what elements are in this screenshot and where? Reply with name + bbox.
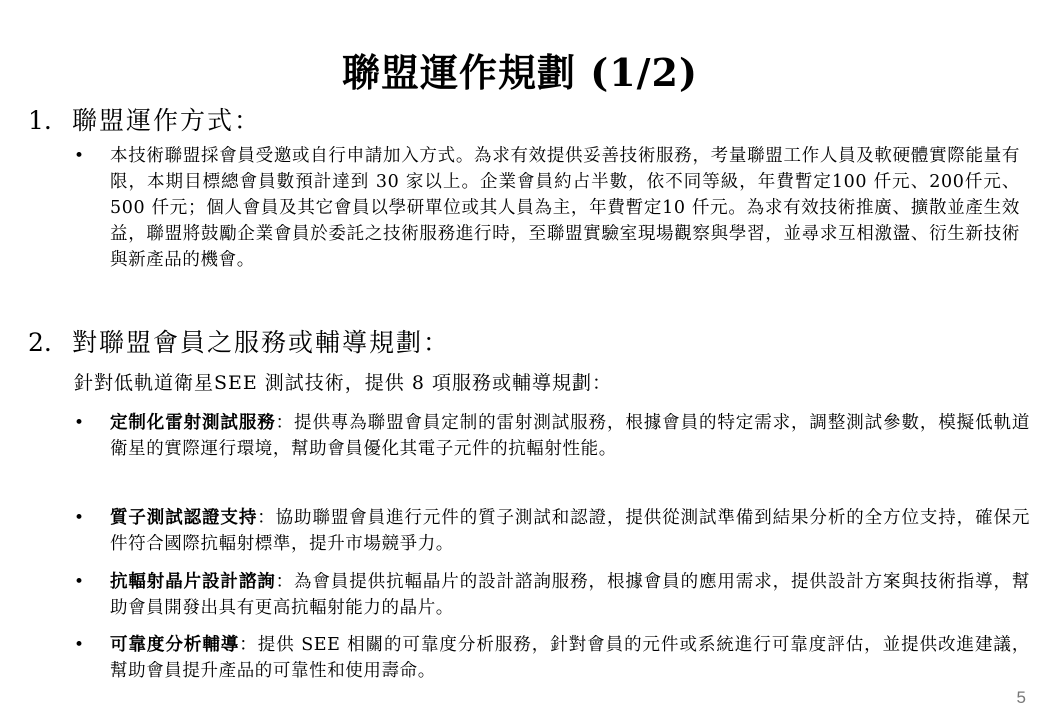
bullet-marker: • <box>74 413 85 433</box>
bullet-text <box>110 410 1030 462</box>
section-intro: 針對低軌道衛星SEE 測試技術，提供 8 項服務或輔導規劃： <box>74 372 612 394</box>
bullet-lead: 質子測試認證支持 <box>110 508 258 528</box>
bullet-body: ：為會員提供抗輻晶片的設計諮詢服務，根據會員的應用需求，提供設計方案與技術指導，幫助會員開發出具有更高抗輻射能力的晶片。 <box>110 572 1030 618</box>
page-number: 5 <box>1016 688 1026 707</box>
list-item <box>74 410 1030 462</box>
bullet-lead: 可靠度分析輔導 <box>110 635 240 655</box>
bullet-marker: • <box>74 635 85 655</box>
bullet-marker: • <box>74 146 85 166</box>
bullet-text <box>110 632 1030 684</box>
section-number: 1. <box>28 106 52 135</box>
bullet-text: 本技術聯盟採會員受邀或自行申請加入方式。為求有效提供妥善技術服務，考量聯盟工作人員及軟硬體實際能量有限，本期目標總會員數預計達到 30 家以上。企業會員約占半數，依不同等級，年費暫定100 仟元、200仟元、500 仟元；個人會員及其它會員以學研單位或其人員為主，年費暫定10 仟元。為求有效技術推廣、擴散並產生效益，聯盟將鼓勵企業會員於委託之技術服務進行時，至聯盟實驗室現場觀察與學習，並尋求互相激盪、衍生新技術與新產品的機會。 <box>110 146 1020 270</box>
bullet-body: ：協助聯盟會員進行元件的質子測試和認證，提供從測試準備到結果分析的全方位支持，確保元件符合國際抗輻射標準，提升市場競爭力。 <box>110 508 1030 554</box>
bullet-lead: 定制化雷射測試服務 <box>110 413 276 433</box>
section-number: 2. <box>28 328 52 357</box>
list-item <box>74 569 1030 621</box>
bullet-marker: • <box>74 572 85 592</box>
section-heading-1 <box>28 104 261 138</box>
section-label: 對聯盟會員之服務或輔導規劃： <box>72 328 451 357</box>
list-item <box>74 632 1030 684</box>
bullet-text <box>110 505 1030 557</box>
slide-title: 聯盟運作規劃 (1/2) <box>342 50 698 95</box>
section-label: 聯盟運作方式： <box>72 106 262 135</box>
bullet-marker: • <box>74 508 85 528</box>
bullet-text <box>110 569 1030 621</box>
bullet-body: ：提供專為聯盟會員定制的雷射測試服務，根據會員的特定需求，調整測試參數，模擬低軌道衛星的實際運行環境，幫助會員優化其電子元件的抗輻射性能。 <box>110 413 1030 459</box>
section-heading-2 <box>28 326 450 360</box>
bullet-body: ：提供 SEE 相關的可靠度分析服務，針對會員的元件或系統進行可靠度評估，並提供改進建議，幫助會員提升產品的可靠性和使用壽命。 <box>110 635 1030 681</box>
list-item <box>74 505 1030 557</box>
bullet-lead: 抗輻射晶片設計諮詢 <box>110 572 276 592</box>
list-item <box>74 143 1020 273</box>
